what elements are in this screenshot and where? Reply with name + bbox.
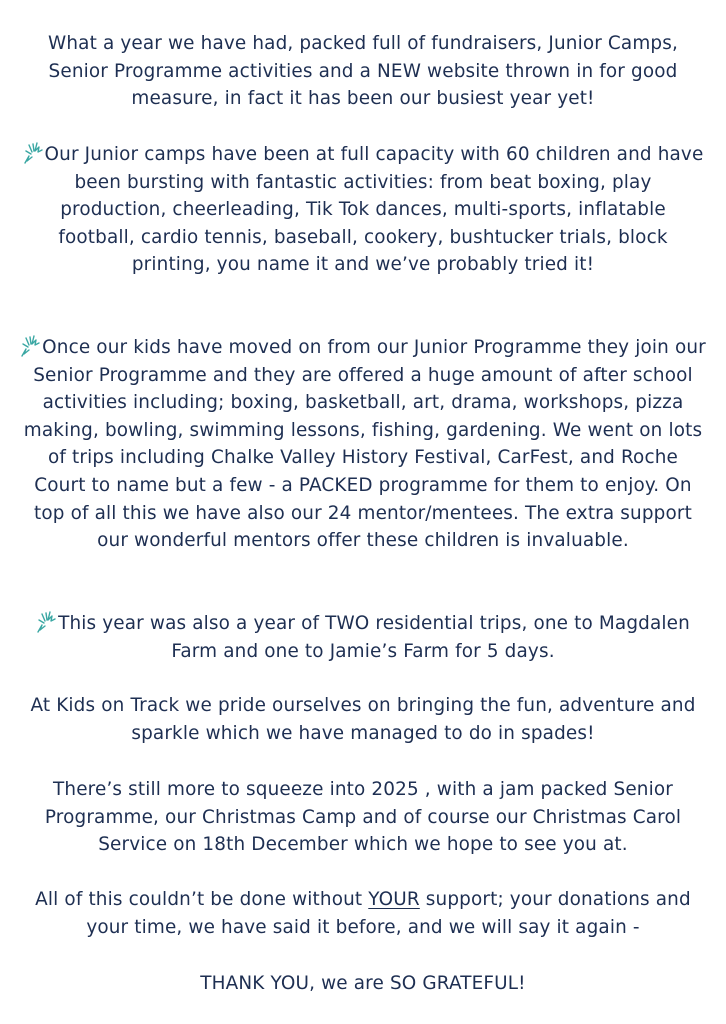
residential-text: This year was also a year of TWO residential trips, one to Magdalen Farm and one to Jamie’s Farm for 5 days. [58,613,690,662]
future-paragraph: There’s still more to squeeze into 2025 , with a jam packed Senior Programme, our Christmas Camp and of course our Christmas Carol Service on 18th December which we hope to see you at. [44,779,682,856]
support-paragraph [20,886,706,941]
closing-line: THANK YOU, we are SO GRATEFUL! [200,973,526,994]
senior-programme-paragraph [20,334,706,555]
support-text-before: All of this couldn’t be done without [35,889,369,910]
pride-paragraph: At Kids on Track we pride ourselves on bringing the fun, adventure and sparkle which we have managed to do in spades! [30,695,696,744]
residential-paragraph [20,610,706,665]
support-text-after: support; your donations and your time, we have said it before, and we will say it again - [86,889,691,938]
junior-camps-text: Our Junior camps have been at full capacity with 60 children and have been bursting with fantastic activities: from beat boxing, play production, cheerleading, Tik Tok dances, multi-sports, inflatable football, cardio tennis, baseball, cookery, bushtucker trials, block printing, you name it and we’ve probably tried it! [44,144,704,276]
senior-programme-text: Once our kids have moved on from our Junior Programme they join our Senior Programme and they are offered a huge amount of after school activities including; boxing, basketball, art, drama, workshops, pizza making, bowling, swimming lessons, fishing, gardening. We went on lots of trips including Chalke Valley History Festival, CarFest, and Roche Court to name but a few - a PACKED programme for them to enjoy. On top of all this we have also our 24 mentor/mentees. The extra support our wonderful mentors offer these children is invaluable. [23,337,706,552]
intro-paragraph: What a year we have had, packed full of fundraisers, Junior Camps, Senior Programme activities and a NEW website thrown in for good measure, in fact it has been our busiest year yet! [48,33,678,110]
junior-camps-paragraph [20,141,706,279]
support-emphasis: YOUR [368,889,420,910]
